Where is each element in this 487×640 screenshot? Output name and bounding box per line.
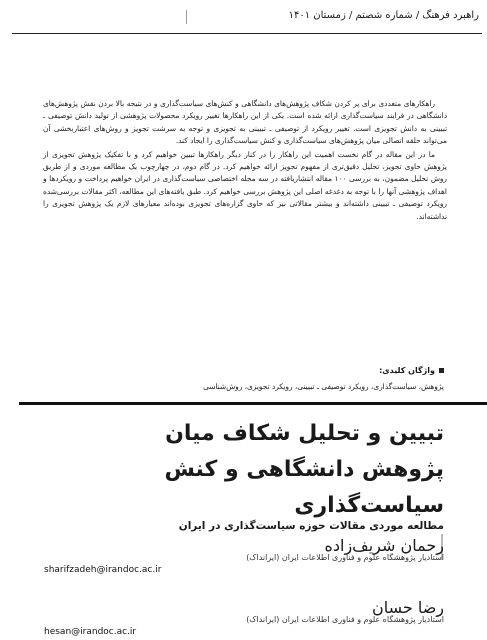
author-2-affiliation: استادیار پژوهشگاه علوم و فناوری اطلاعات ایران (ایرانداک) bbox=[246, 615, 444, 624]
author-1-affiliation: استادیار پژوهشگاه علوم و فناوری اطلاعات ایران (ایرانداک) bbox=[246, 553, 444, 562]
title-line-1: تبیین و تحلیل شکاف میان bbox=[165, 421, 444, 446]
abstract-paragraph-1: راهکارهای متعددی برای پر کردن شکاف پژوهش‌های دانشگاهی و کنش‌های سیاست‌گذاری و در نتیجه بالا بردن نقش پژوهش‌های دانشگاهی در فرایند سیاست‌گذاری ارائه شده است. یکی از این راهکارها تغییر رویکرد محصولات پژوهشی از تولید دانش توصیفی ـ تبیینی به دانش تجویزی است. تغییر رویکرد از توصیفی ـ تبیینی به تجویزی و توجه به سرشت تجویز و روش‌های اعتباربخشی آن می‌تواند حلقه اتصالی میان پژوهش‌های سیاست‌گذاری و کنش سیاست‌گذاری را ایجاد کند. bbox=[43, 99, 447, 146]
title-separator-bar bbox=[19, 402, 487, 405]
title-line-2: پژوهش دانشگاهی و کنش bbox=[164, 457, 444, 482]
article-subtitle: مطالعه موردی مقالات حوزه سیاست‌گذاری در ایران bbox=[178, 520, 444, 532]
square-bullet-icon bbox=[439, 368, 444, 373]
author-2-email[interactable]: hesan@irandoc.ac.ir bbox=[44, 627, 137, 637]
author-1-email[interactable]: sharifzadeh@irandoc.ac.ir bbox=[44, 565, 162, 575]
article-title bbox=[0, 416, 444, 524]
header-rule bbox=[12, 33, 482, 34]
keywords-label: واژگان کلیدی: bbox=[379, 366, 435, 375]
title-line-3: سیاست‌گذاری bbox=[294, 493, 444, 518]
journal-header: راهبرد فرهنگ / شماره شصتم / زمستان ۱۴۰۱ bbox=[288, 10, 479, 21]
author-1-name: رحمان شریف‌زاده bbox=[324, 536, 444, 555]
keywords-text: پژوهش، سیاست‌گذاری، رویکرد توصیفی ـ تبیینی، رویکرد تجویزی، روش‌شناسی bbox=[203, 382, 444, 391]
keywords-heading bbox=[379, 366, 444, 375]
author-2-name: رضا حسان bbox=[371, 598, 444, 617]
header-separator bbox=[186, 10, 187, 24]
abstract-paragraph-2: ما در این مقاله در گام نخست اهمیت این راهکار را در کنار دیگر راهکارها تبیین خواهیم کرد و با تفکیک پژوهش تجویزی از پژوهش حاوی تجویز، تحلیل دقیق‌تری از مفهوم تجویز ارائه خواهیم کرد. در گام دوم، در چهارچوب یک مطالعه موردی و از طریق روش تحلیل مضمون، به بررسی ۱۰۰ مقاله انتشاریافته در سه مجله اختصاصی سیاست‌گذاری در ایران خواهیم پرداخت و رویکردها و اهداف پژوهشی آنها را با توجه به دغدغه اصلی این پژوهش بررسی خواهیم کرد. طبق یافته‌های این مطالعه، اکثر مقالات بررسی‌شده رویکرد توصیفی ـ تبیینی داشته‌اند و بیشتر مقالاتی نیز که حاوی گزاره‌های تجویزی بوده‌اند معیارهای لازم یک پژوهش تجویزی را نداشته‌اند. bbox=[43, 149, 447, 221]
abstract bbox=[43, 98, 447, 224]
